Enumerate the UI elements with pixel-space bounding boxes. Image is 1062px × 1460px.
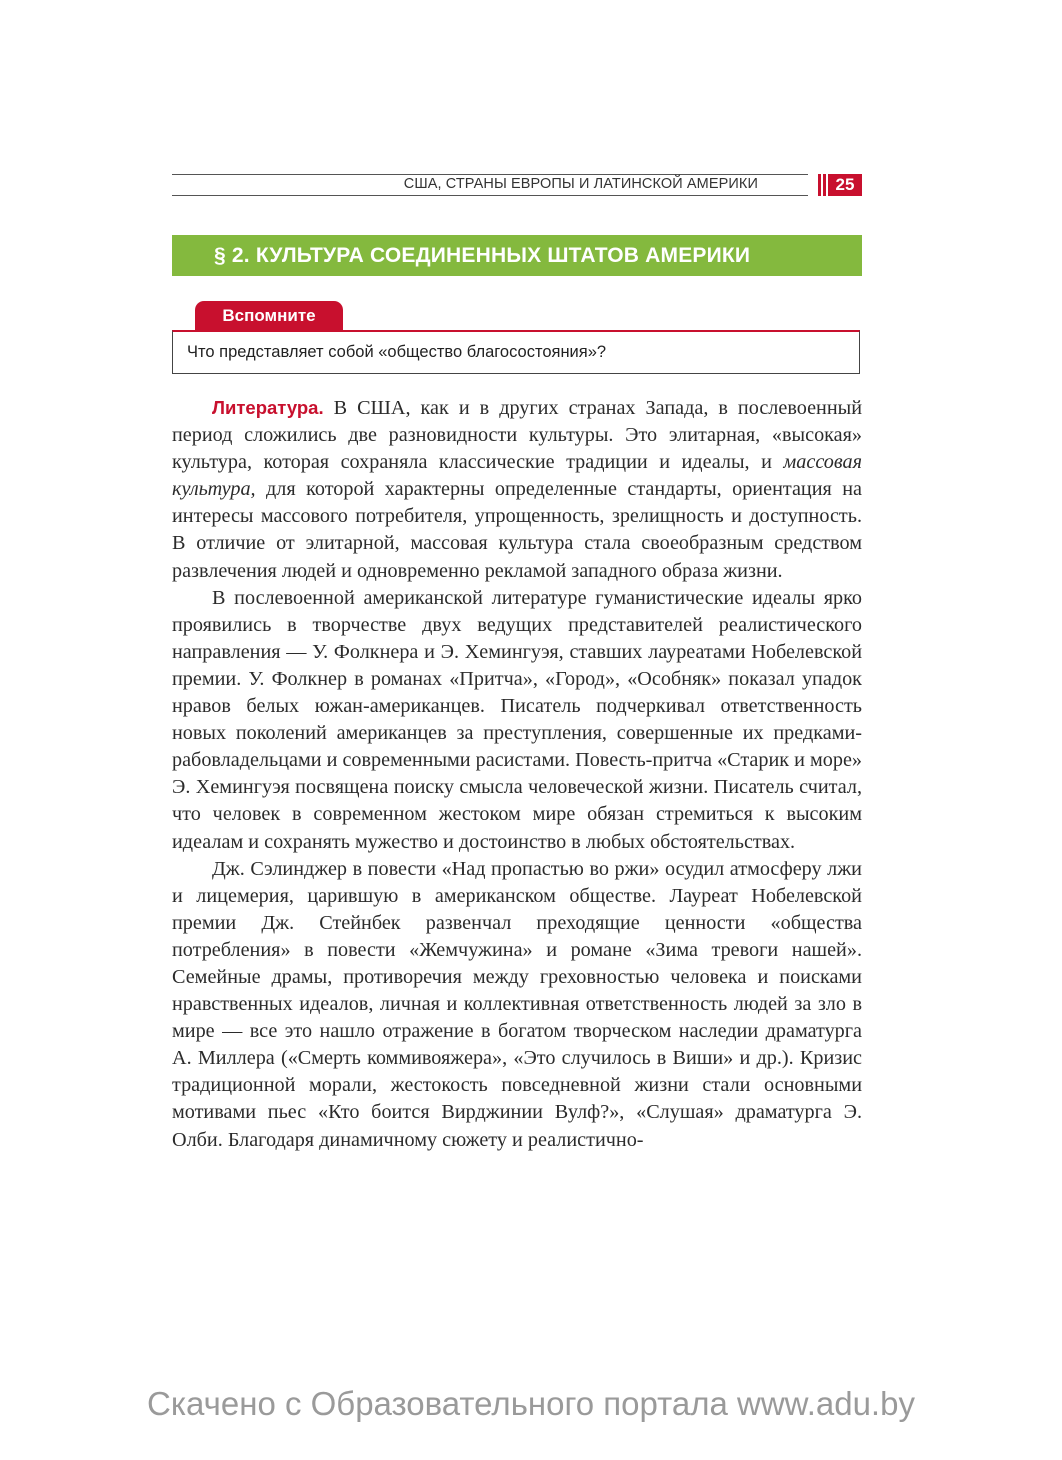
- header-accent-bar: [818, 174, 821, 196]
- header-accent-bar: [823, 174, 826, 196]
- header-rule-bottom: [172, 195, 808, 196]
- paragraph-text: В США, как и в других странах Запада, в послевоенный период сложились две разновидности культуры. Это элитарная, «высокая» культура, которая сохраняла классические традиции и идеалы, и: [172, 397, 862, 474]
- page-number: 25: [828, 174, 862, 196]
- section-title: § 2. КУЛЬТУРА СОЕДИНЕННЫХ ШТАТОВ АМЕРИКИ: [214, 244, 751, 267]
- section-banner: [172, 235, 862, 276]
- lead-word: Литература.: [212, 397, 324, 418]
- paragraph-literature: [172, 394, 862, 585]
- running-title: США, СТРАНЫ ЕВРОПЫ И ЛАТИНСКОЙ АМЕРИКИ: [403, 176, 758, 192]
- paragraph-text: для которой характерны определенные стандарты, ориентация на интересы массового потребителя, упрощенность, зрелищность и доступность. В отличие от элитарной, массовая культура стала своеобразным средством развлечения людей и одновременно рекламой западного образа жизни.: [172, 478, 862, 582]
- paragraph-writers: Дж. Сэлинджер в повести «Над пропастью во ржи» осудил атмосферу лжи и лицемерия, царившую в американском обществе. Лауреат Нобелевской премии Дж. Стейнбек развенчал преходящие ценности «общества потребления» в повести «Жемчужина» и романе «Зима тревоги нашей». Семейные драмы, противоречия между греховностью человека и поисками нравственных идеалов, личная и коллективная ответственность людей за зло в мире — все это нашло отражение в богатом творческом наследии драматурга А. Миллера («Смерть коммивояжера», «Это случилось в Виши» и др.). Кризис традиционной морали, жестокость повседневной жизни стали основными мотивами пьес «Кто боится Вирджинии Вулф?», «Слушая» драматурга Э. Олби. Благодаря динамичному сюжету и реалистично-: [172, 857, 862, 1151]
- watermark: Скачено с Образовательного портала www.adu.by: [147, 1385, 915, 1422]
- paragraph-postwar-literature: В послевоенной американской литературе гуманистические идеалы ярко проявились в творчестве двух ведущих представителей реалистического направления — У. Фолкнера и Э. Хемингуэя, ставших лауреатами Нобелевской премии. У. Фолкнер в романах «Притча», «Город», «Особняк» показал упадок нравов белых южан-американцев. Писатель подчеркивал ответственность новых поколений американцев за преступления, совершенные их предками-рабовладельцами и современными расистами. Повесть-притча «Старик и море» Э. Хемингуэя посвящена поиску смысла человеческой жизни. Писатель считал, что человек в современном жестоком мире обязан стремиться к высоким идеалам и сохранять мужество и достоинство в любых обстоятельствах.: [172, 586, 863, 853]
- recall-label: Вспомните: [195, 301, 343, 331]
- recall-box: [172, 330, 860, 374]
- body-text: [172, 394, 862, 1154]
- recall-question: Что представляет собой «общество благосостояния»?: [187, 343, 607, 361]
- header-rule-top: [172, 174, 808, 175]
- term-mass-culture: массовая культура,: [172, 451, 862, 501]
- running-header: [172, 172, 862, 198]
